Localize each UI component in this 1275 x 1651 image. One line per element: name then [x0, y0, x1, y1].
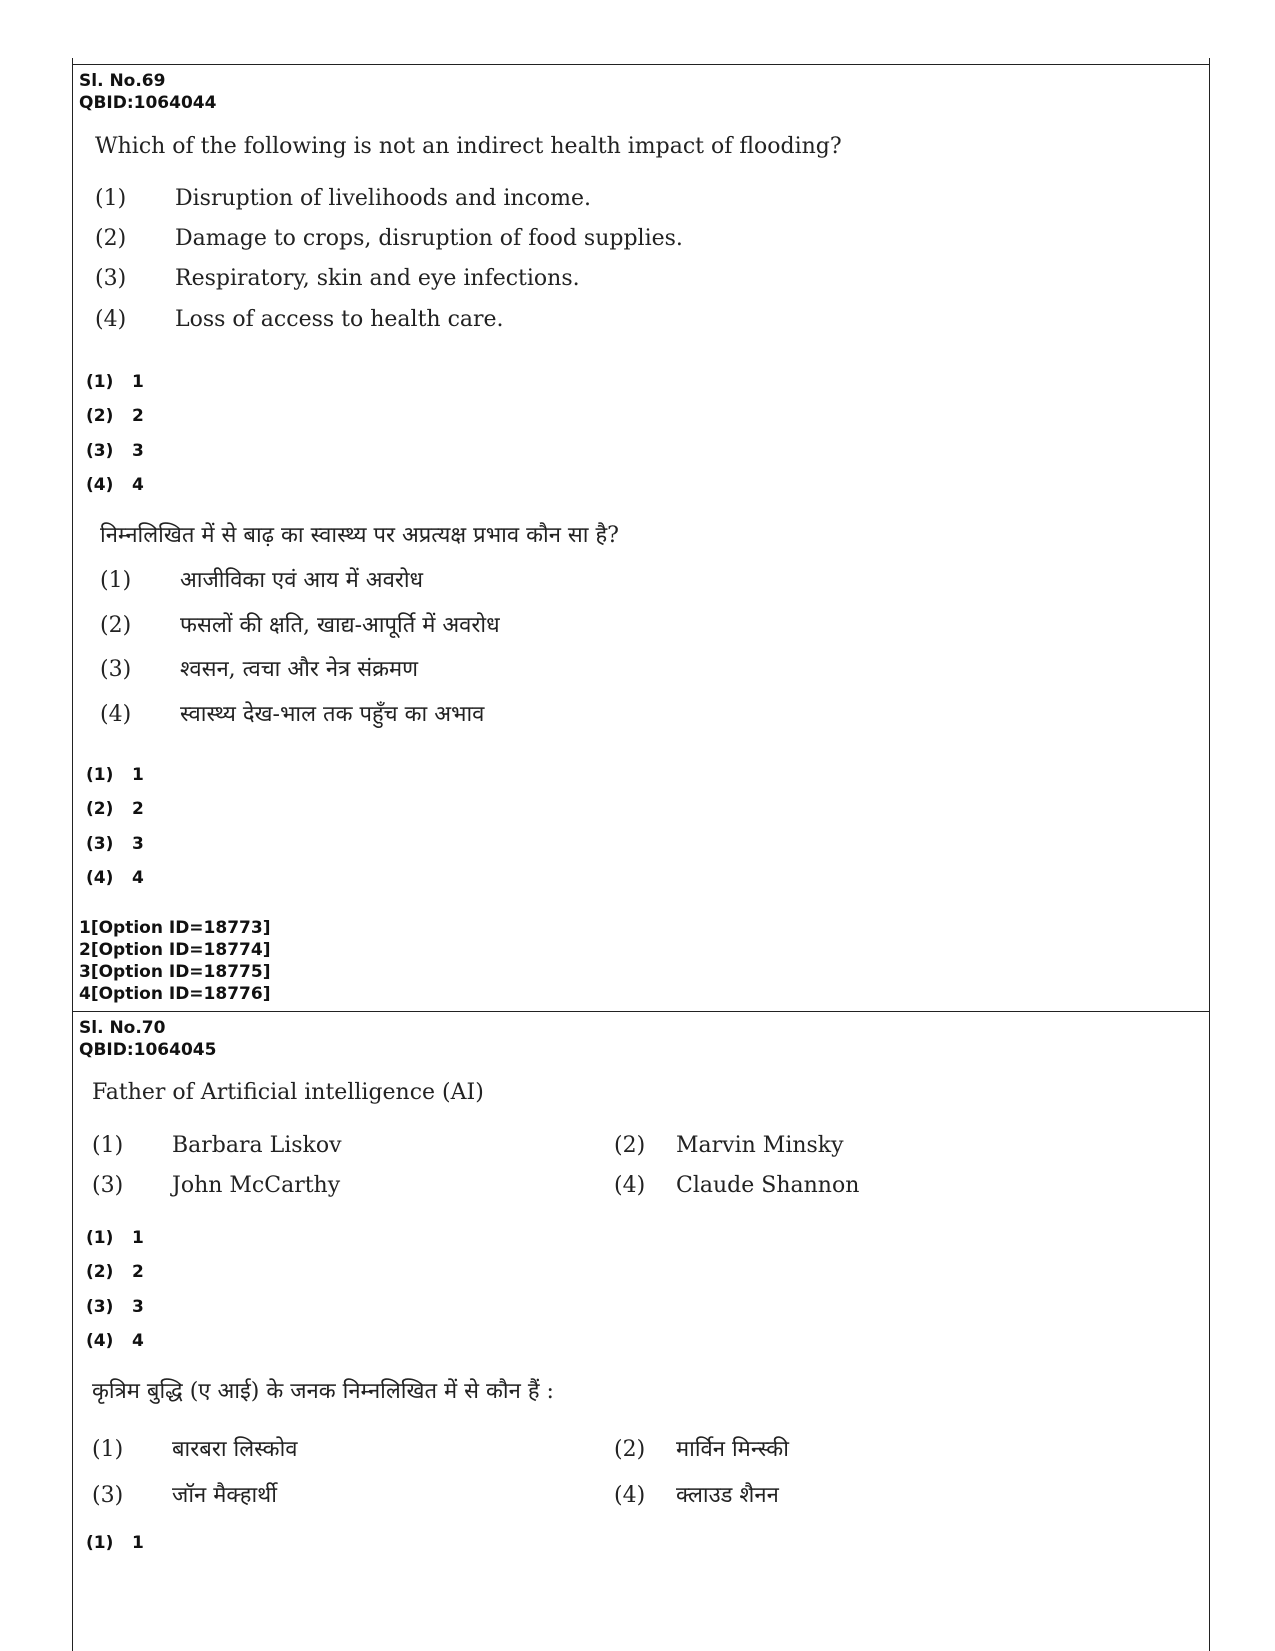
option-text: जॉन मैक्हार्थी: [172, 1483, 277, 1508]
option-text: बारबरा लिस्कोव: [172, 1437, 298, 1462]
option-number: (3): [100, 657, 132, 682]
option-number: (2): [614, 1437, 646, 1462]
option-text: श्वसन, त्वचा और नेत्र संक्रमण: [180, 657, 419, 682]
answer-choice[interactable]: (4) 4: [86, 475, 144, 495]
answer-choice[interactable]: (3) 3: [86, 834, 144, 854]
answer-choice[interactable]: (1) 1: [86, 372, 144, 392]
option-text: Damage to crops, disruption of food supplies.: [175, 226, 683, 251]
answer-choice[interactable]: (2) 2: [86, 799, 144, 819]
option-id: 2[Option ID=18774]: [79, 940, 271, 960]
option-text: Marvin Minsky: [676, 1133, 844, 1158]
answer-choice[interactable]: (3) 3: [86, 1297, 144, 1317]
option-text: फसलों की क्षति, खाद्य-आपूर्ति में अवरोध: [180, 613, 500, 638]
answer-choice[interactable]: (3) 3: [86, 441, 144, 461]
option-text: आजीविका एवं आय में अवरोध: [180, 568, 424, 593]
option-id: 1[Option ID=18773]: [79, 918, 271, 938]
answer-choice[interactable]: (1) 1: [86, 1228, 144, 1248]
option-number: (2): [614, 1133, 646, 1158]
page-frame-left: [72, 58, 73, 1651]
option-text: Respiratory, skin and eye infections.: [175, 266, 580, 291]
question-divider: [72, 1011, 1210, 1012]
option-number: (2): [95, 226, 127, 251]
option-number: (3): [92, 1483, 124, 1508]
option-number: (4): [95, 307, 127, 332]
qbid: QBID:1064045: [79, 1040, 217, 1060]
option-number: (1): [92, 1437, 124, 1462]
option-number: (3): [92, 1173, 124, 1198]
option-number: (3): [95, 266, 127, 291]
qbid: QBID:1064044: [79, 93, 217, 113]
option-number: (1): [92, 1133, 124, 1158]
option-id: 4[Option ID=18776]: [79, 984, 271, 1004]
top-rule: [72, 64, 1210, 65]
option-text: क्लाउड शैनन: [676, 1483, 779, 1508]
question-text-hindi: निम्नलिखित में से बाढ़ का स्वास्थ्य पर अप्रत्यक्ष प्रभाव कौन सा है?: [100, 523, 619, 548]
option-number: (4): [614, 1483, 646, 1508]
serial-number: Sl. No.69: [79, 71, 166, 91]
answer-choice[interactable]: (2) 2: [86, 406, 144, 426]
option-id: 3[Option ID=18775]: [79, 962, 271, 982]
option-number: (2): [100, 613, 132, 638]
answer-choice[interactable]: (1) 1: [86, 1533, 144, 1553]
option-text: John McCarthy: [172, 1173, 341, 1198]
option-text: Loss of access to health care.: [175, 307, 504, 332]
question-text-hindi: कृत्रिम बुद्धि (ए आई) के जनक निम्नलिखित में से कौन हैं :: [92, 1379, 554, 1404]
option-text: Disruption of livelihoods and income.: [175, 186, 592, 211]
answer-choice[interactable]: (1) 1: [86, 765, 144, 785]
option-number: (4): [100, 702, 132, 727]
option-text: मार्विन मिन्स्की: [676, 1437, 789, 1462]
answer-choice[interactable]: (4) 4: [86, 1331, 144, 1351]
serial-number: Sl. No.70: [79, 1018, 166, 1038]
option-text: Claude Shannon: [676, 1173, 860, 1198]
option-text: स्वास्थ्य देख-भाल तक पहुँच का अभाव: [180, 702, 485, 727]
answer-choice[interactable]: (4) 4: [86, 868, 144, 888]
question-text-english: Which of the following is not an indirect health impact of flooding?: [95, 134, 842, 159]
option-number: (1): [100, 568, 132, 593]
question-text-english: Father of Artificial intelligence (AI): [92, 1080, 484, 1105]
option-number: (1): [95, 186, 127, 211]
option-number: (4): [614, 1173, 646, 1198]
page-frame-right: [1209, 58, 1210, 1651]
option-text: Barbara Liskov: [172, 1133, 342, 1158]
answer-choice[interactable]: (2) 2: [86, 1262, 144, 1282]
